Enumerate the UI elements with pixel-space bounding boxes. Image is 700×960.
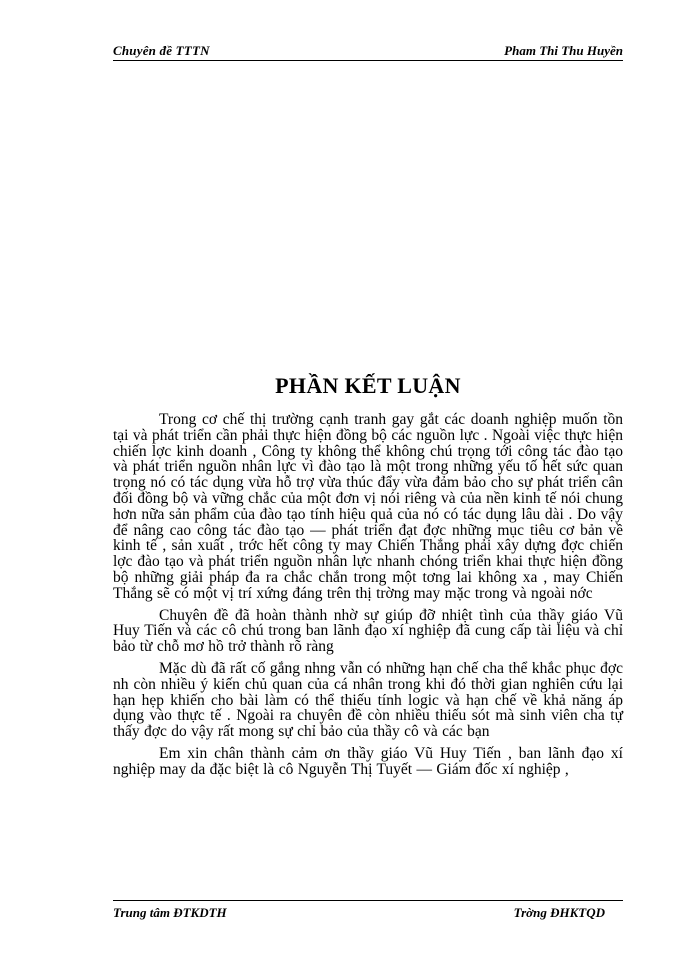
section-title: PHẦN KẾT LUẬN	[275, 373, 461, 398]
page-footer	[113, 900, 623, 923]
paragraph-acknowledgement: Chuyên đề đã hoàn thành nhờ sự giúp đỡ nhiệt tình của thầy giáo Vũ Huy Tiến và các cô chú trong ban lãnh đạo xí nghiệp đã cung cấp tài liệu và chỉ bảo từ chỗ mơ hồ trở thành rõ ràng	[113, 606, 623, 656]
footer-center-name: Trung tâm ĐTKDTH	[113, 905, 227, 920]
header-document-type: Chuyên đề TTTN	[113, 43, 210, 58]
header-author: Pham Thi Thu Huyền	[504, 43, 623, 58]
footer-university: Trờng ĐHKTQD	[513, 905, 605, 920]
page-header	[113, 40, 623, 61]
paragraph-thanks: Em xin chân thành cảm ơn thầy giáo Vũ Huy Tiến , ban lãnh đạo xí nghiệp may da đặc biệt là cô Nguyễn Thị Tuyết — Giám đốc xí nghiệp ,	[113, 744, 623, 778]
paragraph-summary: Trong cơ chế thị trường cạnh tranh gay gắt các doanh nghiệp muốn tồn tại và phát triển cần phải thực hiện đồng bộ các nguồn lực . Ngoài việc thực hiện chiến lợc kinh doanh , Công ty không thể không chú trọng tới công tác đào tạo và phát triển nguồn nhân lực vì đào tạo là một trong những yếu tố hết sức quan trọng nó có tác dụng vừa hỗ trợ vừa thúc đẩy vừa đảm bảo cho sự phát triển cân đối đồng bộ và vững chắc của một đơn vị nói riêng và của nền kinh tế nói chung hơn nữa sản phẩm của đào tạo tính hiệu quả của nó có tác dụng lâu dài . Do vậy để nâng cao công tác đào tạo — phát triển đạt đợc những mục tiêu cơ bản về kinh tế , sản xuất , trớc hết công ty may Chiến Thắng phải xây dựng đợc chiến lợc đào tạo và phát triển nguồn nhân lực nhanh chóng triển khai thực hiện đồng bộ những giải pháp đa ra chắc chắn trong một tơng lai không xa , may Chiến Thắng sẽ có một vị trí xứng đáng trên thị trờng may mặc trong và ngoài nớc	[113, 411, 623, 602]
paragraph-limitations: Mặc dù đã rất cố gắng nhng vẫn có những hạn chế cha thể khắc phục đợc nh còn nhiều ý kiến chủ quan của cá nhân trong khi đó thời gian nghiên cứu lại hạn hẹp khiến cho bài làm có thể thiếu tính logic và hạn chế về khả năng áp dụng vào thực tế . Ngoài ra chuyên đề còn nhiều thiếu sót mà sinh viên cha tự thấy đợc do vậy rất mong sự chỉ bảo của thầy cô và các bạn	[113, 659, 623, 741]
conclusion-body	[113, 412, 623, 784]
